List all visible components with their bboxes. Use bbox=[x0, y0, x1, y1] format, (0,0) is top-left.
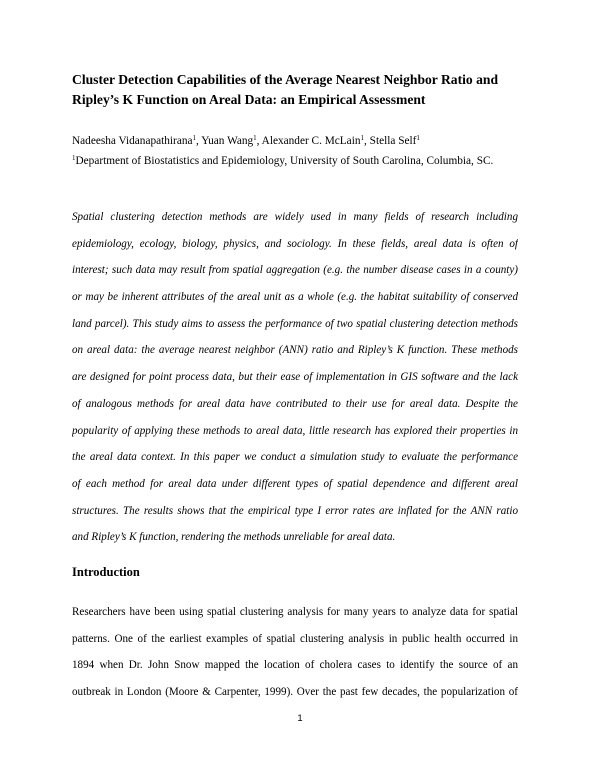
text-line: or may be inherent attributes of the areal unit as a whole (e.g. the habitat suitability of conserved bbox=[72, 291, 518, 304]
author-separator: , bbox=[364, 135, 370, 147]
text-line: popularity of applying these methods to areal data, little research has explored their properties in bbox=[72, 424, 518, 437]
text-line: epidemiology, ecology, biology, physics, and sociology. In these fields, areal data is often of bbox=[72, 237, 518, 250]
text-line: 1894 when Dr. John Snow mapped the location of cholera cases to identify the source of an bbox=[72, 659, 518, 672]
author-name: Nadeesha Vidanapathirana bbox=[72, 135, 193, 147]
text-line: of each method for areal data under different types of spatial dependence and different areal bbox=[72, 477, 518, 490]
affiliation-mark: 1 bbox=[72, 154, 76, 162]
title-line-1: Cluster Detection Capabilities of the Average Nearest Neighbor Ratio and bbox=[72, 72, 499, 87]
text-line: Spatial clustering detection methods are widely used in many fields of research including bbox=[72, 211, 518, 223]
author-separator: , bbox=[196, 135, 202, 147]
text-line: are designed for point process data, but their ease of implementation in GIS software and the lack bbox=[72, 371, 518, 384]
text-line: patterns. One of the earliest examples of spatial clustering analysis in public health occurred in bbox=[72, 632, 518, 645]
text-line: of analogous methods for areal data have contributed to their use for areal data. Despite the bbox=[72, 397, 518, 410]
author-separator: , bbox=[256, 135, 262, 147]
author-affiliation-mark: 1 bbox=[416, 134, 420, 142]
text-line: land parcel). This study aims to assess the performance of two spatial clustering detection methods bbox=[72, 317, 518, 330]
author-list bbox=[72, 134, 532, 149]
text-line: on areal data: the average nearest neighbor (ANN) ratio and Ripley’s K function. These methods bbox=[72, 344, 518, 357]
author-name: Stella Self bbox=[369, 135, 417, 147]
author-name: Alexander C. McLain bbox=[261, 135, 361, 147]
text-line: interest; such data may result from spatial aggregation (e.g. the number disease cases in a county) bbox=[72, 264, 518, 277]
text-line: structures. The results shows that the empirical type I error rates are inflated for the ANN ratio bbox=[72, 504, 518, 517]
affiliation-text: Department of Biostatistics and Epidemiology, University of South Carolina, Columbia, SC. bbox=[75, 155, 494, 167]
author-affiliation-mark: 1 bbox=[253, 134, 257, 142]
affiliation bbox=[72, 154, 532, 169]
abstract bbox=[72, 204, 518, 551]
paper-title bbox=[72, 70, 532, 110]
author-name: Yuan Wang bbox=[201, 135, 254, 147]
text-line: Researchers have been using spatial clustering analysis for many years to analyze data for spatial bbox=[72, 606, 518, 618]
author-affiliation-mark: 1 bbox=[192, 134, 196, 142]
text-line: the areal data context. In this paper we conduct a simulation study to evaluate the performance bbox=[72, 451, 518, 464]
introduction-body bbox=[72, 599, 518, 706]
author-affiliation-mark: 1 bbox=[360, 134, 364, 142]
section-heading-introduction: Introduction bbox=[72, 565, 140, 579]
page-number: 1 bbox=[297, 713, 303, 724]
text-line: and Ripley’s K function, rendering the methods unreliable for areal data. bbox=[72, 531, 396, 544]
text-line: outbreak in London (Moore & Carpenter, 1999). Over the past few decades, the popularization of bbox=[72, 686, 518, 699]
title-line-2: Ripley’s K Function on Areal Data: an Empirical Assessment bbox=[72, 92, 426, 107]
